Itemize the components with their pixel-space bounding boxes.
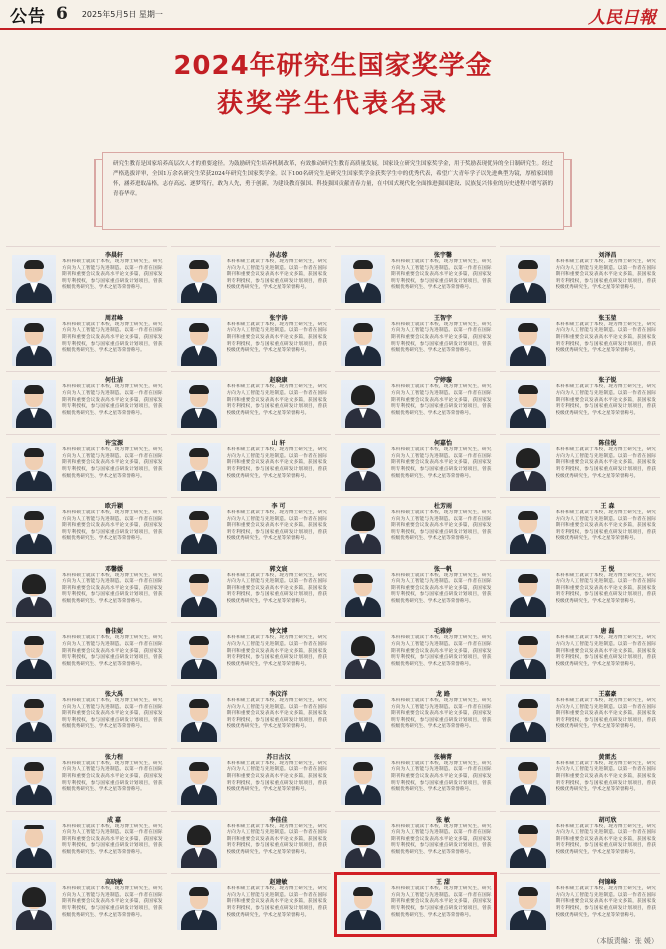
student-name: 山 轩 — [271, 440, 286, 448]
student-card — [335, 434, 496, 497]
student-photo — [177, 506, 221, 554]
student-bio: 本科和硕士就读于本校，现为博士研究生，研究方向为人工智能与先进制造。以第一作者在国际期刊和重要会议发表高水平论文多篇，获国家发明专利授权，参与国家重点研发计划项目，曾获校级优秀研究生、学术之星等荣誉称号。 — [555, 509, 656, 542]
student-name: 王 悦 — [600, 565, 615, 573]
student-photo — [506, 255, 550, 303]
student-bio: 本科和硕士就读于本校，现为博士研究生，研究方向为人工智能与先进制造。以第一作者在国际期刊和重要会议发表高水平论文多篇，获国家发明专利授权，参与国家重点研发计划项目，曾获校级优秀研究生、学术之星等荣誉称号。 — [62, 447, 163, 479]
student-photo — [12, 820, 56, 868]
student-name: 刘泽昌 — [598, 252, 617, 259]
student-bio: 本科和硕士就读于本校，现为博士研究生，研究方向为人工智能与先进制造。以第一作者在国际期刊和重要会议发表高水平论文多篇，获国家发明专利授权，参与国家重点研发计划项目，曾获校级优秀研究生、学术之星等荣誉称号。 — [555, 635, 656, 667]
student-bio: 本科和硕士就读于本校，现为博士研究生，研究方向为人工智能与先进制造。以第一作者在国际期刊和重要会议发表高水平论文多篇，获国家发明专利授权，参与国家重点研发计划项目，曾获校级优秀研究生、学术之星等荣誉称号。 — [555, 760, 656, 793]
student-bio: 本科和硕士就读于本校，现为博士研究生，研究方向为人工智能与先进制造。以第一作者在国际期刊和重要会议发表高水平论文多篇，获国家发明专利授权，参与国家重点研发计划项目，曾获校级优秀研究生、学术之星等荣誉称号。 — [62, 384, 163, 416]
student-photo — [12, 882, 56, 930]
student-bio: 本科和硕士就读于本校，现为博士研究生，研究方向为人工智能与先进制造。以第一作者在国际期刊和重要会议发表高水平论文多篇，获国家发明专利授权，参与国家重点研发计划项目，曾获校级优秀研究生、学术之星等荣誉称号。 — [62, 760, 163, 793]
student-card — [500, 434, 661, 497]
student-name: 张楠菁 — [433, 753, 452, 761]
student-photo — [506, 757, 550, 805]
headline-line-2: 获奖学生代表名录 — [216, 89, 449, 119]
student-bio: 本科和硕士就读于本校，现为博士研究生，研究方向为人工智能与先进制造。以第一作者在国际期刊和重要会议发表高水平论文多篇，获国家发明专利授权，参与国家重点研发计划项目，曾获校级优秀研究生、学术之星等荣誉称号。 — [62, 259, 163, 291]
student-name: 张宇馨 — [433, 252, 452, 259]
student-bio: 本科和硕士就读于本校，现为博士研究生，研究方向为人工智能与先进制造。以第一作者在国际期刊和重要会议发表高水平论文多篇，获国家发明专利授权，参与国家重点研发计划项目，曾获校级优秀研究生、学术之星等荣誉称号。 — [62, 321, 163, 354]
student-bio: 本科和硕士就读于本校，现为博士研究生，研究方向为人工智能与先进制造。以第一作者在国际期刊和重要会议发表高水平论文多篇，获国家发明专利授权，参与国家重点研发计划项目，曾获校级优秀研究生、学术之星等荣誉称号。 — [226, 635, 327, 667]
student-bio: 本科和硕士就读于本校，现为博士研究生，研究方向为人工智能与先进制造。以第一作者在国际期刊和重要会议发表高水平论文多篇，获国家发明专利授权，参与国家重点研发计划项目，曾获校级优秀研究生、学术之星等荣誉称号。 — [555, 384, 656, 416]
student-card — [335, 622, 496, 685]
student-name: 王 森 — [600, 502, 615, 510]
student-card — [171, 309, 332, 372]
student-bio: 本科和硕士就读于本校，现为博士研究生，研究方向为人工智能与先进制造。以第一作者在国际期刊和重要会议发表高水平论文多篇，获国家发明专利授权，参与国家重点研发计划项目，曾获校级优秀研究生、学术之星等荣誉称号。 — [226, 823, 327, 855]
student-name: 何嘉怡 — [433, 440, 452, 448]
student-photo — [506, 631, 550, 679]
student-card — [500, 497, 661, 560]
student-bio: 本科和硕士就读于本校，现为博士研究生，研究方向为人工智能与先进制造。以第一作者在国际期刊和重要会议发表高水平论文多篇，获国家发明专利授权，参与国家重点研发计划项目，曾获校级优秀研究生、学术之星等荣誉称号。 — [391, 509, 492, 542]
student-card — [500, 309, 661, 372]
student-bio: 本科和硕士就读于本校，现为博士研究生，研究方向为人工智能与先进制造。以第一作者在国际期刊和重要会议发表高水平论文多篇，获国家发明专利授权，参与国家重点研发计划项目，曾获校级优秀研究生、学术之星等荣誉称号。 — [226, 886, 327, 918]
masthead — [0, 0, 666, 30]
student-card — [500, 371, 661, 434]
student-card — [6, 309, 167, 372]
student-card — [171, 622, 332, 685]
student-photo — [12, 380, 56, 428]
student-bio: 本科和硕士就读于本校，现为博士研究生，研究方向为人工智能与先进制造。以第一作者在国际期刊和重要会议发表高水平论文多篇，获国家发明专利授权，参与国家重点研发计划项目，曾获校级优秀研究生、学术之星等荣誉称号。 — [391, 886, 492, 918]
issue-date: 2025年5月5日 星期一 — [81, 9, 163, 19]
student-bio: 本科和硕士就读于本校，现为博士研究生，研究方向为人工智能与先进制造。以第一作者在国际期刊和重要会议发表高水平论文多篇，获国家发明专利授权，参与国家重点研发计划项目，曾获校级优秀研究生、学术之星等荣誉称号。 — [555, 886, 656, 918]
student-photo — [341, 694, 385, 742]
student-name: 邓馨媛 — [104, 565, 123, 573]
student-photo — [12, 757, 56, 805]
student-bio: 本科和硕士就读于本校，现为博士研究生，研究方向为人工智能与先进制造。以第一作者在国际期刊和重要会议发表高水平论文多篇，获国家发明专利授权，参与国家重点研发计划项目，曾获校级优秀研究生、学术之星等荣誉称号。 — [391, 447, 492, 479]
student-card — [500, 873, 661, 936]
student-photo — [341, 443, 385, 491]
student-photo — [12, 255, 56, 303]
intro-box: 研究生教育是国家培养高层次人才的重要途径。为鼓励研究生培养机制改革，有效推动研究生教育高质量发展，国家设立研究生国家奖学金，用于奖励表现优异的全日制研究生。经过严格选拔评审，全国1万余名研究生荣获2024年研究生国家奖学金。以下100名研究生是研究生国家奖学金获奖学生中的优秀代表，希望广大青年学子以先进典型为镜，厚植家国情怀，涵养进取品格，志存高远、逐梦笃行，敢为人先，勇于创新，为建设教育强国、科技强国贡献青春力量，在中国式现代化全面推进强国建设、民族复兴伟业的历史进程中谱写新的青春华章。 — [102, 152, 564, 230]
student-photo — [341, 380, 385, 428]
student-name: 李晨轩 — [104, 252, 123, 259]
headline — [0, 48, 666, 122]
student-photo — [506, 882, 550, 930]
student-bio: 本科和硕士就读于本校，现为博士研究生，研究方向为人工智能与先进制造。以第一作者在国际期刊和重要会议发表高水平论文多篇，获国家发明专利授权，参与国家重点研发计划项目，曾获校级优秀研究生、学术之星等荣誉称号。 — [226, 384, 327, 416]
student-bio: 本科和硕士就读于本校，现为博士研究生，研究方向为人工智能与先进制造。以第一作者在国际期刊和重要会议发表高水平论文多篇，获国家发明专利授权，参与国家重点研发计划项目，曾获校级优秀研究生、学术之星等荣誉称号。 — [226, 509, 327, 542]
student-card — [500, 811, 661, 874]
student-grid — [6, 246, 660, 936]
student-photo — [12, 569, 56, 617]
student-card — [171, 497, 332, 560]
student-photo — [12, 506, 56, 554]
student-card — [335, 748, 496, 811]
section-label: 公告 — [10, 6, 46, 27]
student-card — [500, 685, 661, 748]
student-name: 周君峰 — [104, 314, 123, 322]
student-name: 王智宇 — [433, 314, 452, 322]
student-bio: 本科和硕士就读于本校，现为博士研究生，研究方向为人工智能与先进制造。以第一作者在国际期刊和重要会议发表高水平论文多篇，获国家发明专利授权，参与国家重点研发计划项目，曾获校级优秀研究生、学术之星等荣誉称号。 — [226, 259, 327, 291]
student-name: 李佳佳 — [269, 816, 288, 824]
student-name: 苏日古汉 — [266, 753, 291, 761]
student-card — [335, 371, 496, 434]
student-bio: 本科和硕士就读于本校，现为博士研究生，研究方向为人工智能与先进制造。以第一作者在国际期刊和重要会议发表高水平论文多篇，获国家发明专利授权，参与国家重点研发计划项目，曾获校级优秀研究生、学术之星等荣誉称号。 — [391, 760, 492, 793]
student-card — [171, 246, 332, 309]
student-photo — [506, 380, 550, 428]
student-name: 高晓敏 — [104, 879, 123, 887]
student-card — [6, 371, 167, 434]
student-name: 李汶洋 — [269, 691, 288, 699]
student-name: 毛雅婷 — [433, 628, 452, 636]
student-photo — [177, 631, 221, 679]
student-name: 胡可欣 — [598, 816, 617, 824]
student-photo — [341, 569, 385, 617]
student-bio: 本科和硕士就读于本校，现为博士研究生，研究方向为人工智能与先进制造。以第一作者在国际期刊和重要会议发表高水平论文多篇，获国家发明专利授权，参与国家重点研发计划项目，曾获校级优秀研究生、学术之星等荣誉称号。 — [226, 447, 327, 479]
student-name: 许宝源 — [104, 440, 123, 448]
student-name: 郭文宸 — [269, 565, 288, 573]
student-card — [171, 371, 332, 434]
student-photo — [341, 255, 385, 303]
student-bio: 本科和硕士就读于本校，现为博士研究生，研究方向为人工智能与先进制造。以第一作者在国际期刊和重要会议发表高水平论文多篇，获国家发明专利授权，参与国家重点研发计划项目，曾获校级优秀研究生、学术之星等荣誉称号。 — [555, 447, 656, 479]
student-card — [171, 685, 332, 748]
student-name: 李 可 — [271, 502, 286, 510]
student-name: 张 敏 — [435, 816, 451, 824]
student-photo — [341, 631, 385, 679]
student-name: 张大禹 — [104, 691, 123, 699]
student-bio: 本科和硕士就读于本校，现为博士研究生，研究方向为人工智能与先进制造。以第一作者在国际期刊和重要会议发表高水平论文多篇，获国家发明专利授权，参与国家重点研发计划项目，曾获校级优秀研究生、学术之星等荣誉称号。 — [555, 572, 656, 604]
student-photo — [177, 757, 221, 805]
headline-line-1: 2024年研究生国家奖学金 — [173, 51, 493, 81]
student-card — [171, 873, 332, 936]
student-bio: 本科和硕士就读于本校，现为博士研究生，研究方向为人工智能与先进制造。以第一作者在国际期刊和重要会议发表高水平论文多篇，获国家发明专利授权，参与国家重点研发计划项目，曾获校级优秀研究生、学术之星等荣誉称号。 — [226, 572, 327, 604]
student-card — [335, 873, 496, 936]
student-bio: 本科和硕士就读于本校，现为博士研究生，研究方向为人工智能与先进制造。以第一作者在国际期刊和重要会议发表高水平论文多篇，获国家发明专利授权，参与国家重点研发计划项目，曾获校级优秀研究生、学术之星等荣誉称号。 — [226, 760, 327, 793]
student-name: 陈佳悦 — [598, 440, 617, 448]
student-bio: 本科和硕士就读于本校，现为博士研究生，研究方向为人工智能与先进制造。以第一作者在国际期刊和重要会议发表高水平论文多篇，获国家发明专利授权，参与国家重点研发计划项目，曾获校级优秀研究生、学术之星等荣誉称号。 — [391, 321, 492, 354]
student-bio: 本科和硕士就读于本校，现为博士研究生，研究方向为人工智能与先进制造。以第一作者在国际期刊和重要会议发表高水平论文多篇，获国家发明专利授权，参与国家重点研发计划项目，曾获校级优秀研究生、学术之星等荣誉称号。 — [391, 823, 492, 855]
student-photo — [177, 882, 221, 930]
student-photo — [177, 820, 221, 868]
student-card — [6, 497, 167, 560]
footer-credit: （本版责编：张 媛） — [592, 937, 658, 945]
student-card — [6, 434, 167, 497]
student-photo — [341, 506, 385, 554]
student-photo — [341, 820, 385, 868]
student-card — [335, 685, 496, 748]
student-photo — [506, 443, 550, 491]
page-number: 6 — [56, 4, 68, 24]
newspaper-logo: 人民日報 — [588, 8, 656, 28]
student-card — [6, 748, 167, 811]
student-bio: 本科和硕士就读于本校，现为博士研究生，研究方向为人工智能与先进制造。以第一作者在国际期刊和重要会议发表高水平论文多篇，获国家发明专利授权，参与国家重点研发计划项目，曾获校级优秀研究生、学术之星等荣誉称号。 — [555, 823, 656, 855]
student-bio: 本科和硕士就读于本校，现为博士研究生，研究方向为人工智能与先进制造。以第一作者在国际期刊和重要会议发表高水平论文多篇，获国家发明专利授权，参与国家重点研发计划项目，曾获校级优秀研究生、学术之星等荣誉称号。 — [62, 509, 163, 542]
student-card — [6, 246, 167, 309]
student-bio: 本科和硕士就读于本校，现为博士研究生，研究方向为人工智能与先进制造。以第一作者在国际期刊和重要会议发表高水平论文多篇，获国家发明专利授权，参与国家重点研发计划项目，曾获校级优秀研究生、学术之星等荣誉称号。 — [555, 698, 656, 730]
student-bio: 本科和硕士就读于本校，现为博士研究生，研究方向为人工智能与先进制造。以第一作者在国际期刊和重要会议发表高水平论文多篇，获国家发明专利授权，参与国家重点研发计划项目，曾获校级优秀研究生、学术之星等荣誉称号。 — [226, 321, 327, 354]
student-photo — [177, 318, 221, 366]
student-photo — [341, 882, 385, 930]
student-bio: 本科和硕士就读于本校，现为博士研究生，研究方向为人工智能与先进制造。以第一作者在国际期刊和重要会议发表高水平论文多篇，获国家发明专利授权，参与国家重点研发计划项目，曾获校级优秀研究生、学术之星等荣誉称号。 — [391, 384, 492, 416]
student-bio: 本科和硕士就读于本校，现为博士研究生，研究方向为人工智能与先进制造。以第一作者在国际期刊和重要会议发表高水平论文多篇，获国家发明专利授权，参与国家重点研发计划项目，曾获校级优秀研究生、学术之星等荣誉称号。 — [555, 259, 656, 291]
student-card — [500, 748, 661, 811]
student-photo — [506, 820, 550, 868]
student-card — [500, 246, 661, 309]
student-name: 欧升颖 — [104, 502, 123, 510]
student-name: 何锦峰 — [598, 879, 617, 887]
student-bio: 本科和硕士就读于本校，现为博士研究生，研究方向为人工智能与先进制造。以第一作者在国际期刊和重要会议发表高水平论文多篇，获国家发明专利授权，参与国家重点研发计划项目，曾获校级优秀研究生、学术之星等荣誉称号。 — [62, 698, 163, 730]
student-card — [6, 622, 167, 685]
student-photo — [506, 569, 550, 617]
student-photo — [12, 631, 56, 679]
student-card — [171, 434, 332, 497]
student-name: 赵晓康 — [269, 377, 288, 385]
student-photo — [177, 380, 221, 428]
student-name: 赵建敏 — [269, 879, 288, 887]
student-name: 何仕洁 — [104, 377, 123, 385]
student-bio: 本科和硕士就读于本校，现为博士研究生，研究方向为人工智能与先进制造。以第一作者在国际期刊和重要会议发表高水平论文多篇，获国家发明专利授权，参与国家重点研发计划项目，曾获校级优秀研究生、学术之星等荣誉称号。 — [391, 259, 492, 291]
student-bio: 本科和硕士就读于本校，现为博士研究生，研究方向为人工智能与先进制造。以第一作者在国际期刊和重要会议发表高水平论文多篇，获国家发明专利授权，参与国家重点研发计划项目，曾获校级优秀研究生、学术之星等荣誉称号。 — [62, 886, 163, 918]
student-name: 唐 磊 — [600, 628, 615, 636]
student-card — [6, 811, 167, 874]
student-bio: 本科和硕士就读于本校，现为博士研究生，研究方向为人工智能与先进制造。以第一作者在国际期刊和重要会议发表高水平论文多篇，获国家发明专利授权，参与国家重点研发计划项目，曾获校级优秀研究生、学术之星等荣誉称号。 — [391, 572, 492, 604]
student-photo — [341, 318, 385, 366]
student-name: 王 甜 — [435, 879, 451, 887]
student-bio: 本科和硕士就读于本校，现为博士研究生，研究方向为人工智能与先进制造。以第一作者在国际期刊和重要会议发表高水平论文多篇，获国家发明专利授权，参与国家重点研发计划项目，曾获校级优秀研究生、学术之星等荣誉称号。 — [391, 698, 492, 730]
student-photo — [12, 694, 56, 742]
student-card — [6, 560, 167, 623]
student-card — [171, 748, 332, 811]
student-name: 成 嘉 — [106, 816, 122, 824]
student-name: 张力程 — [104, 753, 123, 761]
student-card — [171, 811, 332, 874]
student-bio: 本科和硕士就读于本校，现为博士研究生，研究方向为人工智能与先进制造。以第一作者在国际期刊和重要会议发表高水平论文多篇，获国家发明专利授权，参与国家重点研发计划项目，曾获校级优秀研究生、学术之星等荣誉称号。 — [62, 823, 163, 855]
student-photo — [177, 255, 221, 303]
student-card — [6, 873, 167, 936]
student-bio: 本科和硕士就读于本校，现为博士研究生，研究方向为人工智能与先进制造。以第一作者在国际期刊和重要会议发表高水平论文多篇，获国家发明专利授权，参与国家重点研发计划项目，曾获校级优秀研究生、学术之星等荣誉称号。 — [555, 321, 656, 354]
student-photo — [506, 318, 550, 366]
student-name: 张宇涛 — [269, 314, 288, 322]
student-photo — [177, 694, 221, 742]
student-card — [500, 560, 661, 623]
student-card — [335, 497, 496, 560]
student-name: 黄雷杰 — [598, 753, 617, 761]
student-card — [335, 811, 496, 874]
student-card — [335, 560, 496, 623]
student-name: 宁婷璇 — [433, 377, 452, 385]
student-card — [335, 309, 496, 372]
student-photo — [12, 318, 56, 366]
student-name: 杜芳雨 — [433, 502, 452, 510]
student-photo — [177, 443, 221, 491]
student-name: 张玉堃 — [598, 314, 617, 322]
student-photo — [12, 443, 56, 491]
student-name: 张一帆 — [433, 565, 452, 573]
student-card — [500, 622, 661, 685]
student-photo — [506, 506, 550, 554]
student-photo — [506, 694, 550, 742]
student-bio: 本科和硕士就读于本校，现为博士研究生，研究方向为人工智能与先进制造。以第一作者在国际期刊和重要会议发表高水平论文多篇，获国家发明专利授权，参与国家重点研发计划项目，曾获校级优秀研究生、学术之星等荣誉称号。 — [62, 635, 163, 667]
student-name: 龙 路 — [435, 691, 451, 699]
student-photo — [341, 757, 385, 805]
student-bio: 本科和硕士就读于本校，现为博士研究生，研究方向为人工智能与先进制造。以第一作者在国际期刊和重要会议发表高水平论文多篇，获国家发明专利授权，参与国家重点研发计划项目，曾获校级优秀研究生、学术之星等荣誉称号。 — [391, 635, 492, 667]
student-card — [6, 685, 167, 748]
student-photo — [177, 569, 221, 617]
student-name: 张子锐 — [598, 377, 617, 385]
student-name: 王嘉豪 — [598, 691, 617, 699]
student-name: 钟文博 — [269, 628, 288, 636]
student-bio: 本科和硕士就读于本校，现为博士研究生，研究方向为人工智能与先进制造。以第一作者在国际期刊和重要会议发表高水平论文多篇，获国家发明专利授权，参与国家重点研发计划项目，曾获校级优秀研究生、学术之星等荣誉称号。 — [226, 698, 327, 730]
student-bio: 本科和硕士就读于本校，现为博士研究生，研究方向为人工智能与先进制造。以第一作者在国际期刊和重要会议发表高水平论文多篇，获国家发明专利授权，参与国家重点研发计划项目，曾获校级优秀研究生、学术之星等荣誉称号。 — [62, 572, 163, 604]
student-name: 孙志蓉 — [269, 252, 288, 259]
student-card — [335, 246, 496, 309]
student-card — [171, 560, 332, 623]
student-name: 鲁佳妮 — [104, 628, 123, 636]
